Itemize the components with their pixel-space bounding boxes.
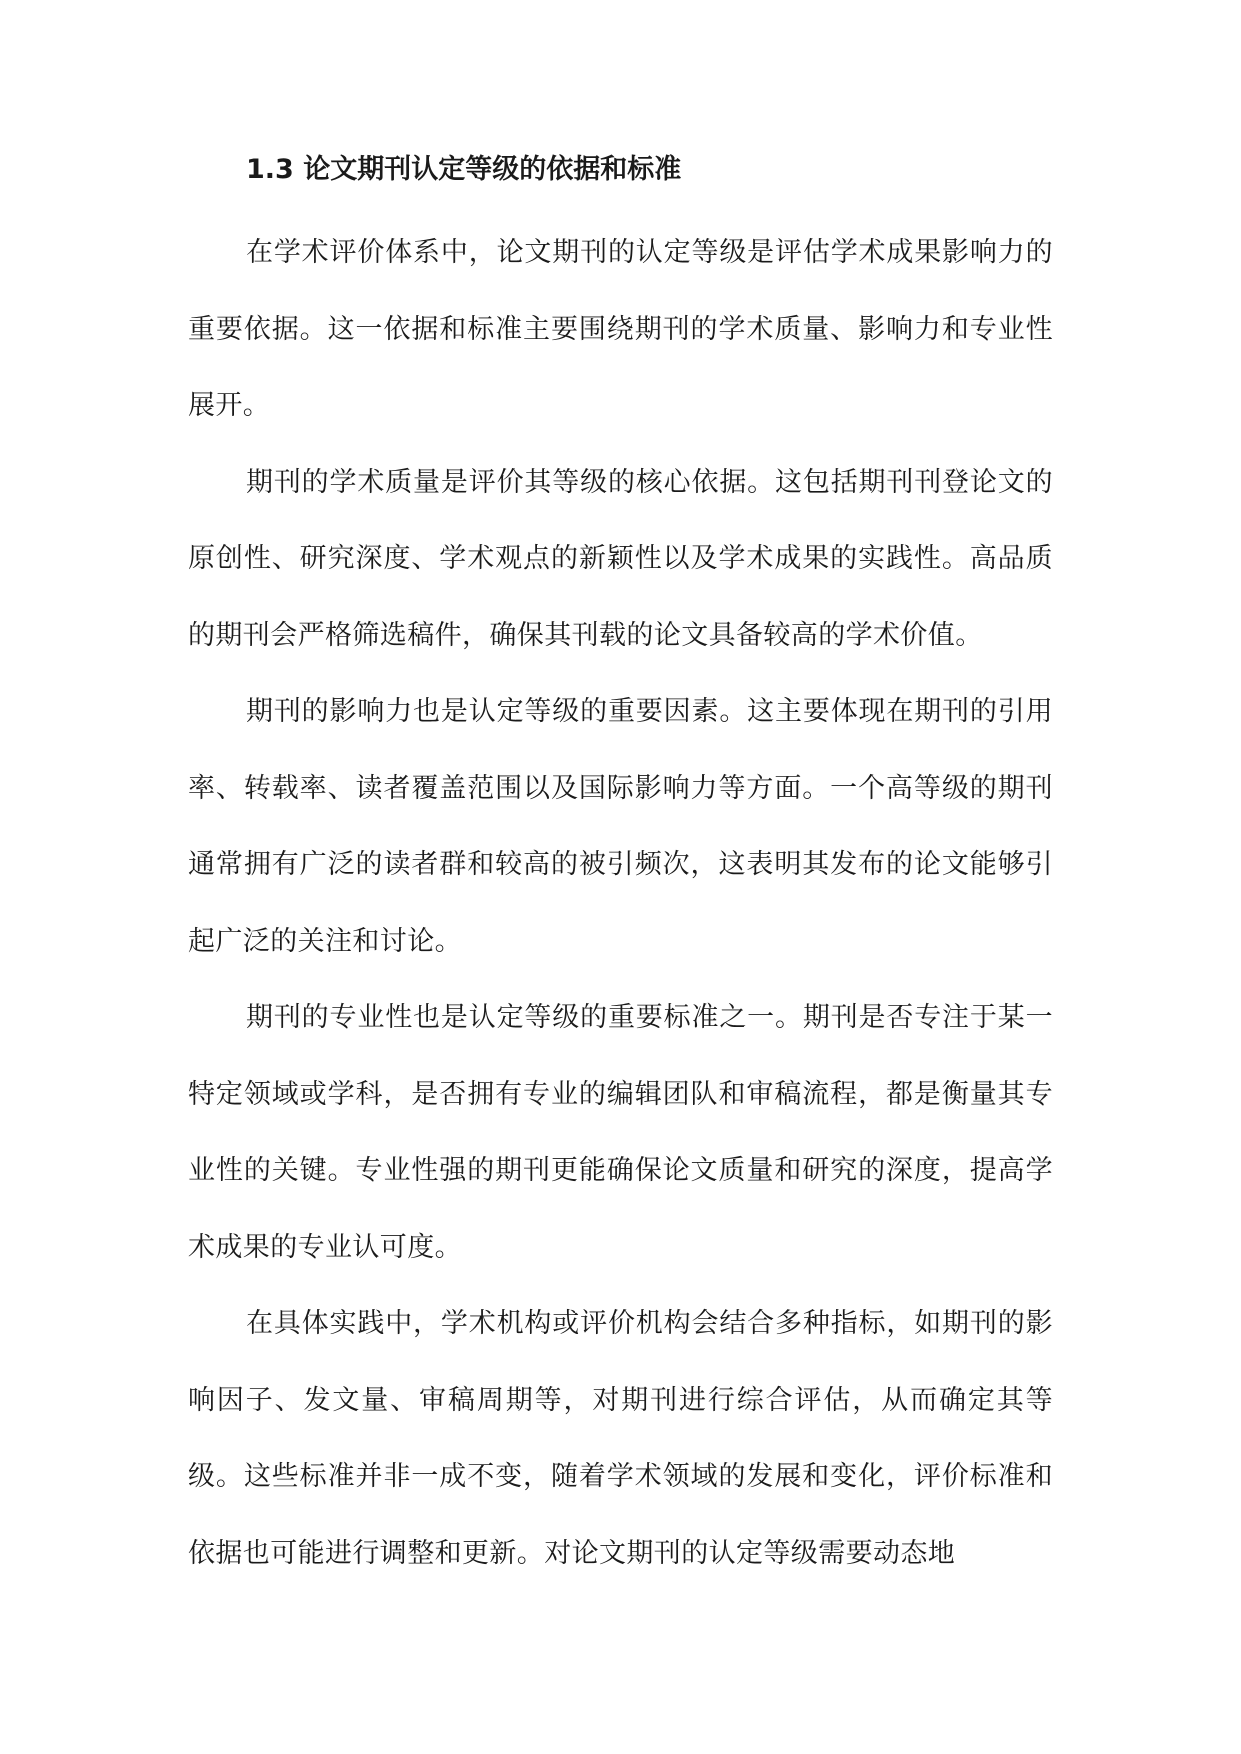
document-body bbox=[188, 150, 1053, 1592]
paragraph-academic-quality: 期刊的学术质量是评价其等级的核心依据。这包括期刊刊登论文的原创性、研究深度、学术观点的新颖性以及学术成果的实践性。高品质的期刊会严格筛选稿件，确保其刊载的论文具备较高的学术价值。 bbox=[188, 466, 1053, 651]
section-heading: 1.3 论文期刊认定等级的依据和标准 bbox=[246, 154, 682, 185]
paragraph-influence: 期刊的影响力也是认定等级的重要因素。这主要体现在期刊的引用率、转载率、读者覆盖范围以及国际影响力等方面。一个高等级的期刊通常拥有广泛的读者群和较高的被引频次，这表明其发布的论文能够引起广泛的关注和讨论。 bbox=[188, 696, 1053, 957]
paragraph-intro: 在学术评价体系中，论文期刊的认定等级是评估学术成果影响力的重要依据。这一依据和标准主要围绕期刊的学术质量、影响力和专业性展开。 bbox=[188, 237, 1053, 421]
paragraph-practice: 在具体实践中，学术机构或评价机构会结合多种指标，如期刊的影响因子、发文量、审稿周期等，对期刊进行综合评估，从而确定其等级。这些标准并非一成不变，随着学术领域的发展和变化，评价标准和依据也可能进行调整和更新。对论文期刊的认定等级需要动态地 bbox=[188, 1308, 1053, 1569]
paragraph-professionalism: 期刊的专业性也是认定等级的重要标准之一。期刊是否专注于某一特定领域或学科，是否拥有专业的编辑团队和审稿流程，都是衡量其专业性的关键。专业性强的期刊更能确保论文质量和研究的深度，提高学术成果的专业认可度。 bbox=[188, 1002, 1053, 1263]
